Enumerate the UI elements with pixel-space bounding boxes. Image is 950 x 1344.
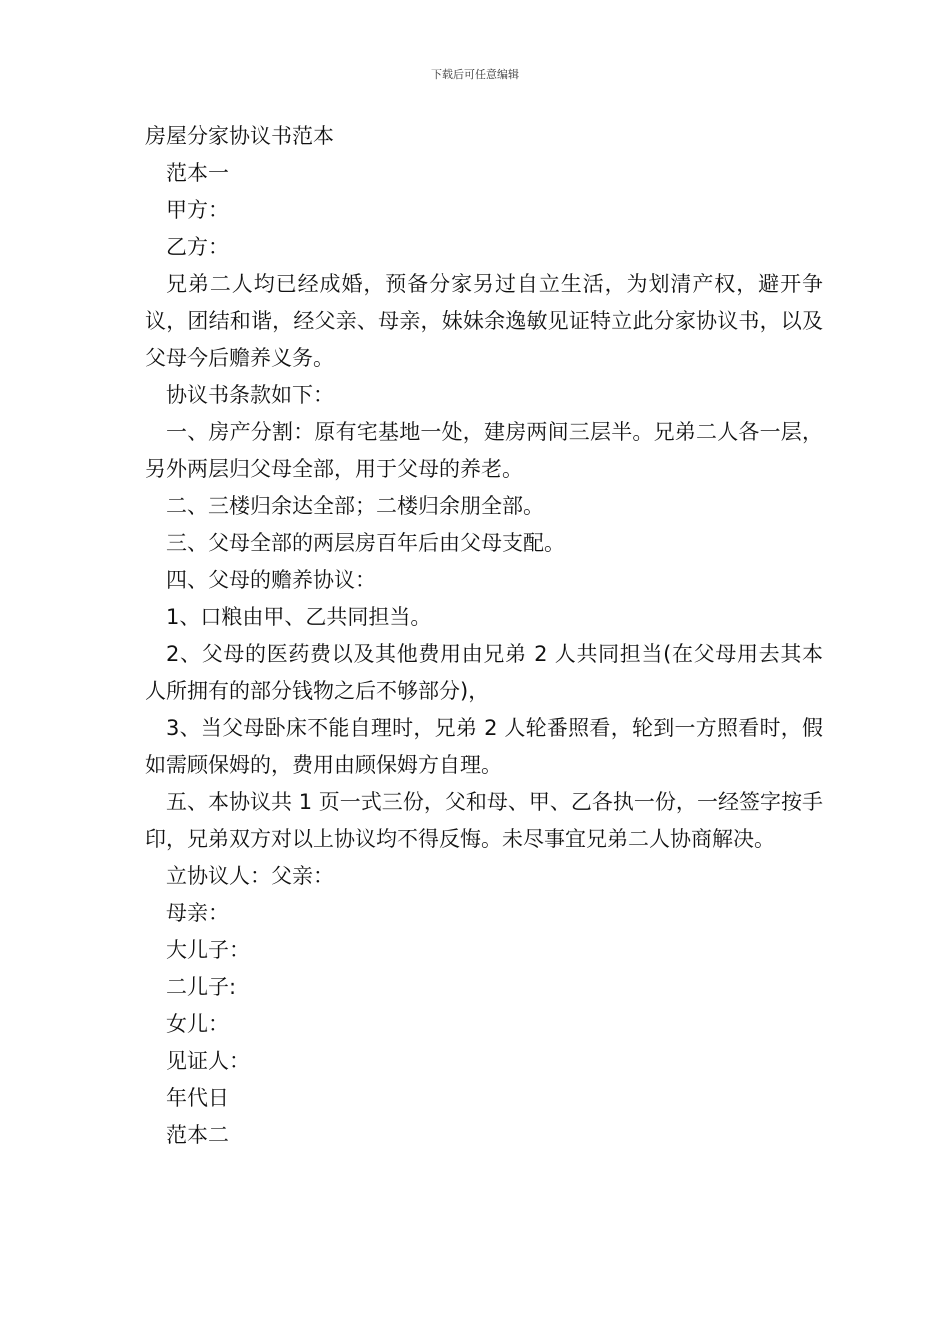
clause-one: 一、房产分割：原有宅基地一处，建房两间三层半。兄弟二人各一层，另外两层归父母全部，用于父母的养老。 [145, 420, 823, 481]
clause-four: 四、父母的赡养协议： [166, 568, 376, 592]
document-title: 房屋分家协议书范本 [145, 124, 334, 148]
sample-two-label: 范本二 [166, 1123, 229, 1147]
intro-paragraph: 兄弟二人均已经成婚，预备分家另过自立生活，为划清产权，避开争议，团结和谐，经父亲、母亲，妹妹余逸敏见证特立此分家协议书，以及父母今后赡养义务。 [145, 272, 823, 370]
sample-one-label: 范本一 [166, 161, 229, 185]
clause-two: 二、三楼归余达全部；二楼归余朋全部。 [166, 494, 544, 518]
page-header-note: 下载后可任意编辑 [431, 68, 519, 81]
signer-elder-son: 大儿子： [166, 938, 250, 962]
clause-four-item-two: 2、父母的医药费以及其他费用由兄弟 2 人共同担当(在父母用去其本人所拥有的部分钱物之后不够部分)， [145, 642, 823, 703]
clause-four-item-one: 1、口粮由甲、乙共同担当。 [166, 605, 432, 629]
signer-father: 立协议人：父亲： [166, 864, 334, 888]
party-a-label: 甲方： [166, 198, 229, 222]
signer-second-son: 二儿子: [166, 975, 237, 999]
clauses-heading: 协议书条款如下： [166, 383, 334, 407]
document-body [145, 118, 823, 1154]
signer-witness: 见证人： [166, 1049, 250, 1073]
clause-three: 三、父母全部的两层房百年后由父母支配。 [166, 531, 565, 555]
party-b-label: 乙方： [166, 235, 229, 259]
clause-five: 五、本协议共 1 页一式三份，父和母、甲、乙各执一份，一经签字按手印，兄弟双方对以上协议均不得反悔。未尽事宜兄弟二人协商解决。 [145, 790, 823, 851]
signer-mother: 母亲： [166, 901, 229, 925]
signer-daughter: 女儿： [166, 1012, 229, 1036]
clause-four-item-three: 3、当父母卧床不能自理时，兄弟 2 人轮番照看，轮到一方照看时，假如需顾保姆的，费用由顾保姆方自理。 [145, 716, 823, 777]
date-line: 年代日 [166, 1086, 229, 1110]
